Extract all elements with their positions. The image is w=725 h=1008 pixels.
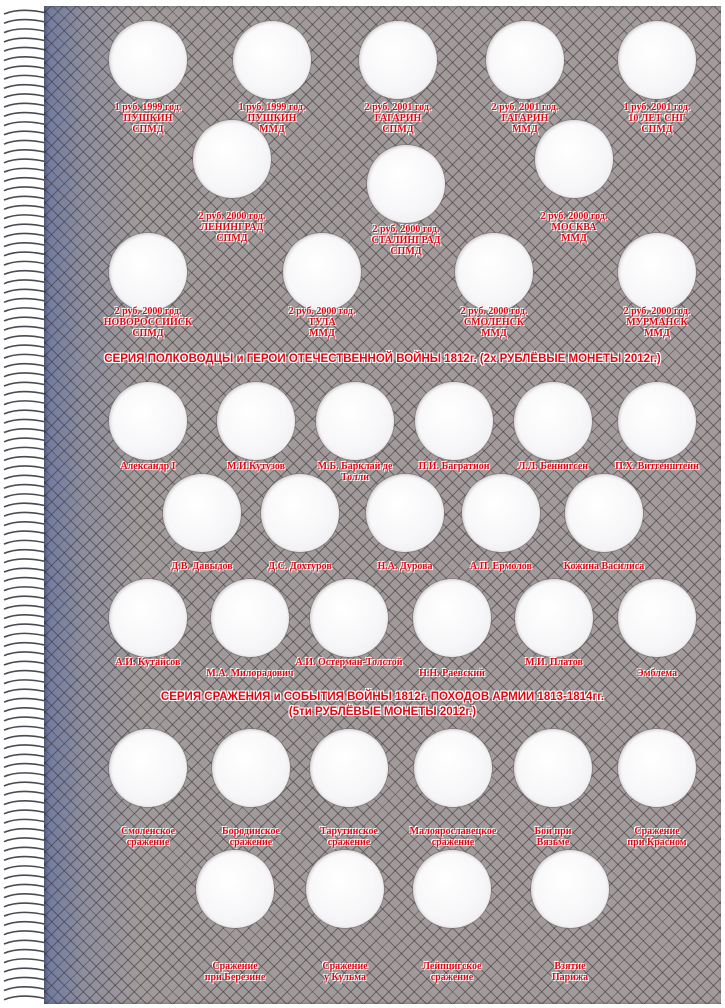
coin-slot-label-line: ПУШКИН (123, 113, 173, 124)
coin-slot-label (624, 102, 691, 135)
coin-slot[interactable] (455, 233, 533, 311)
coin-slot-label (419, 668, 485, 679)
coin-slot-label (627, 826, 686, 848)
coin-slot-label-line: П.Х. Витгенштейн (615, 461, 699, 472)
coin-slot[interactable] (310, 579, 388, 657)
coin-slot-label-line: сражение (430, 972, 474, 983)
coin-slot-label (518, 461, 588, 472)
coin-slot-label (624, 306, 691, 339)
coin-slot-label-line: 10 ЛЕТ СНГ (628, 113, 686, 124)
coin-slot-label-line: Малоярославецкое (409, 826, 497, 837)
coin-slot[interactable] (565, 474, 643, 552)
coin-slot-label-line: П.И. Багратион (418, 461, 490, 472)
coin-slot-label-line: А.И. Остерман-Толстой (295, 657, 403, 668)
coin-slot-label-line: А.П. Ермолов (470, 561, 532, 572)
coin-slot[interactable] (196, 850, 274, 928)
coin-slot-label-line: СПМД (382, 124, 414, 135)
coin-slot[interactable] (618, 729, 696, 807)
coin-slot-label-line: ТУЛА (308, 317, 336, 328)
coin-slot[interactable] (109, 729, 187, 807)
coin-slot-label (637, 668, 677, 679)
coin-slot-label (206, 668, 293, 679)
coin-slot-label-line: 1 руб. 2001 год. (623, 102, 691, 113)
coin-slot[interactable] (109, 233, 187, 311)
coin-slot-label-line: М.Б. Барклай де (317, 461, 393, 472)
coin-slot-label-line: 2 руб. 2000 год. (198, 211, 266, 222)
coin-slot-label (525, 657, 583, 668)
coin-slot-label-line: А.И. Кутайсов (115, 657, 181, 668)
coin-slot-label (227, 461, 285, 472)
coin-slot-label-line: сражение (126, 837, 170, 848)
coin-slot-label-line: Александр I (120, 461, 176, 472)
coin-slot-label (423, 961, 482, 983)
coin-slot-label-line: Сражение (212, 961, 258, 972)
coin-slot-label-line: при Красном (627, 837, 687, 848)
coin-slot-label-line: 1 руб. 1999 год. (238, 102, 306, 113)
coin-slot[interactable] (233, 21, 311, 99)
coin-slot-label-line: 2 руб. 2000 год. (114, 306, 182, 317)
coin-slot-label (268, 561, 331, 572)
coin-slot-label-line: СПМД (132, 124, 164, 135)
coin-slot-label-line: 2 руб. 2001 год. (491, 102, 559, 113)
coin-slot[interactable] (414, 729, 492, 807)
coin-slot-label-line: СМОЛЕНСК (463, 317, 525, 328)
coin-slot[interactable] (618, 233, 696, 311)
coin-slot[interactable] (462, 474, 540, 552)
coin-slot-label (104, 306, 192, 339)
coin-slot[interactable] (211, 579, 289, 657)
coin-slot-label (120, 461, 175, 472)
coin-slot-label-line: ММД (481, 328, 507, 339)
coin-slot-label-line: Д.В. Давыдов (171, 561, 233, 572)
coin-slot-label-line: МУРМАНСК (626, 317, 688, 328)
coin-slot-label-line: ЛЕНИНГРАД (200, 222, 264, 233)
coin-slot-label (365, 102, 432, 135)
coin-slot-label-line: М.И.Кутузов (226, 461, 286, 472)
coin-slot-label (372, 224, 441, 257)
coin-slot-label (296, 657, 403, 668)
coin-slot-label-line: НОВОРОССИЙСК (103, 317, 193, 328)
coin-slot[interactable] (261, 474, 339, 552)
coin-slot[interactable] (367, 145, 445, 223)
coin-slot-label (115, 102, 182, 135)
coin-slot-label-line: Бой при (534, 826, 572, 837)
coin-slot-label-line: СПМД (390, 246, 422, 257)
coin-slot[interactable] (359, 21, 437, 99)
coin-slot[interactable] (306, 850, 384, 928)
coin-slot[interactable] (535, 120, 613, 198)
coin-slot-label (615, 461, 699, 472)
series-heading-commanders: СЕРИЯ ПОЛКОВОДЦЫ и ГЕРОИ ОТЕЧЕСТВЕННОЙ ВОЙНЫ 1812г. (2х РУБЛЁВЫЕ МОНЕТЫ 2012г.) (104, 353, 661, 365)
series-heading-battles-line1: СЕРИЯ СРАЖЕНИЯ и СОБЫТИЯ ВОЙНЫ 1812г. ПОХОДОВ АРМИИ 1813-1814гг. (160, 691, 605, 703)
coin-slot-label-line: Взятие (554, 961, 586, 972)
coin-slot-label-line: Вязьме (536, 837, 570, 848)
coin-slot-label (289, 306, 356, 339)
coin-holder-sheet (44, 6, 721, 1004)
coin-slot-label (116, 657, 181, 668)
coin-slot-label-line: ММД (309, 328, 335, 339)
coin-slot-label-line: у Кульма (324, 972, 366, 983)
coin-slot[interactable] (413, 579, 491, 657)
coin-slot-label-line: ММД (259, 124, 285, 135)
coin-slot-label (552, 961, 588, 983)
coin-slot-label-line: при Березине (204, 972, 266, 983)
coin-slot[interactable] (618, 579, 696, 657)
coin-slot[interactable] (514, 382, 592, 460)
coin-slot[interactable] (618, 382, 696, 460)
coin-slot-label-line: Д.С. Дохтуров (268, 561, 332, 572)
coin-slot-label-line: 2 руб. 2000 год. (288, 306, 356, 317)
coin-slot-label (199, 211, 266, 244)
coin-slot[interactable] (415, 382, 493, 460)
coin-slot-label (320, 826, 378, 848)
coin-slot-label-line: Сражение (322, 961, 368, 972)
coin-slot-label (121, 826, 175, 848)
coin-slot[interactable] (310, 729, 388, 807)
coin-slot-label-line: 2 руб. 2001 год. (364, 102, 432, 113)
coin-slot[interactable] (163, 474, 241, 552)
coin-slot[interactable] (515, 579, 593, 657)
coin-slot[interactable] (109, 579, 187, 657)
coin-slot-label (461, 306, 528, 339)
coin-slot-label-line: Н.А. Дурова (377, 561, 433, 572)
coin-slot-label-line: СПМД (132, 328, 164, 339)
coin-slot[interactable] (413, 850, 491, 928)
coin-slot-label (470, 561, 532, 572)
coin-slot-label-line: ММД (512, 124, 538, 135)
coin-slot-label (318, 461, 393, 483)
coin-slot-label (410, 826, 497, 848)
coin-slot-label-line: Лейпцигское (422, 961, 482, 972)
coin-slot-label-line: Кожина Василиса (563, 561, 645, 572)
coin-slot[interactable] (618, 21, 696, 99)
coin-slot-label-line: СПМД (216, 233, 248, 244)
coin-slot-label (535, 826, 572, 848)
coin-slot-label (222, 826, 280, 848)
coin-slot-label-line: 1 руб. 1999 год. (114, 102, 182, 113)
coin-slot[interactable] (366, 474, 444, 552)
coin-slot-label-line: Н.Н. Раевский (419, 668, 485, 679)
coin-slot-label-line: Эмблема (636, 668, 678, 679)
coin-slot-label-line: 2 руб. 2000 год. (372, 224, 440, 235)
coin-slot-label (564, 561, 645, 572)
coin-slot-label-line: М.А. Милорадович (206, 668, 294, 679)
coin-slot-label (541, 211, 608, 244)
coin-slot[interactable] (316, 382, 394, 460)
coin-slot[interactable] (193, 120, 271, 198)
coin-slot-label-line: ГАГАРИН (501, 113, 549, 124)
coin-slot-label-line: МОСКВА (551, 222, 597, 233)
coin-slot-label (377, 561, 432, 572)
coin-slot-label-line: Л.Л. Беннигсен (517, 461, 589, 472)
coin-slot-label-line: ПУШКИН (247, 113, 297, 124)
coin-slot[interactable] (109, 21, 187, 99)
coin-slot-label (171, 561, 232, 572)
coin-slot-label-line: Сражение (634, 826, 680, 837)
coin-slot[interactable] (514, 729, 592, 807)
coin-slot-label (205, 961, 266, 983)
coin-slot-label-line: 2 руб. 2000 год. (623, 306, 691, 317)
coin-slot-label-line: М.И. Платов (525, 657, 583, 668)
coin-slot-label-line: Тарутинское (320, 826, 378, 837)
coin-slot-label-line: Смоленское (120, 826, 176, 837)
coin-slot-label-line: СПМД (641, 124, 673, 135)
coin-slot-label-line: ММД (644, 328, 670, 339)
coin-slot-label-line: 2 руб. 2000 год. (540, 211, 608, 222)
coin-slot-label-line: ГАГАРИН (374, 113, 422, 124)
coin-slot-label-line: Бородинское (222, 826, 280, 837)
coin-slot-label-line: СТАЛИНГРАД (371, 235, 441, 246)
coin-slot-label-line: Толли (340, 472, 370, 483)
coin-slot-label-line: Парижа (551, 972, 589, 983)
coin-slot-label-line: 2 руб. 2000 год. (460, 306, 528, 317)
coin-slot[interactable] (109, 382, 187, 460)
coin-slot-label-line: сражение (229, 837, 273, 848)
coin-slot-label (322, 961, 367, 983)
coin-slot[interactable] (212, 729, 290, 807)
coin-slot-label-line: сражение (327, 837, 371, 848)
coin-slot[interactable] (283, 233, 361, 311)
coin-slot-label (419, 461, 490, 472)
coin-slot[interactable] (217, 382, 295, 460)
coin-slot[interactable] (486, 21, 564, 99)
coin-slot-label-line: ММД (561, 233, 587, 244)
series-heading-battles-line2: (5ти РУБЛЁВЫЕ МОНЕТЫ 2012г.) (288, 706, 477, 718)
coin-slot-label-line: сражение (431, 837, 475, 848)
coin-slot[interactable] (531, 850, 609, 928)
